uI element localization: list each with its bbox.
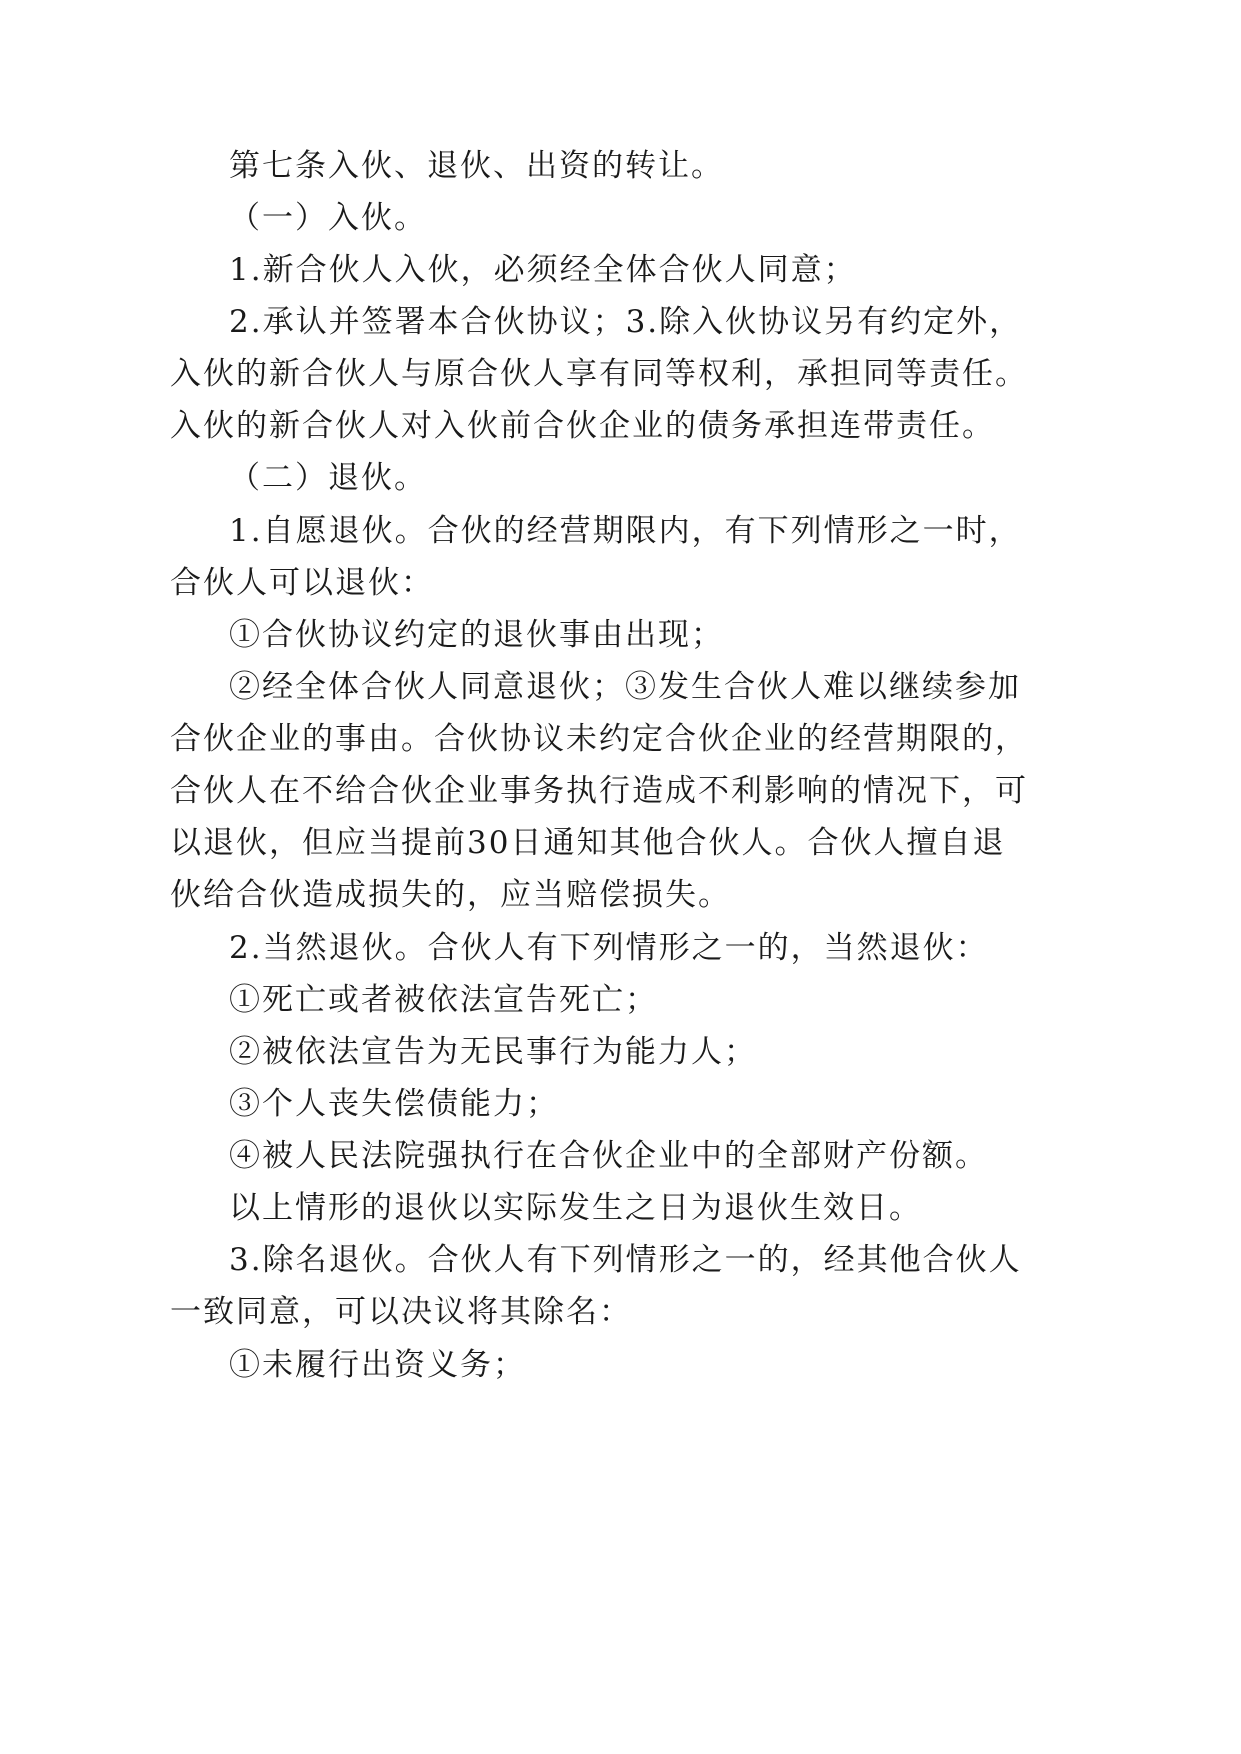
paragraph-line: 入伙的新合伙人对入伙前合伙企业的债务承担连带责任。	[170, 408, 995, 444]
section-2-heading: （二）退伙。	[229, 460, 427, 496]
list-item: ②被依法宣告为无民事行为能力人；	[229, 1034, 757, 1070]
paragraph-line: 以退伙，但应当提前30日通知其他合伙人。合伙人擅自退	[170, 825, 1006, 861]
paragraph-line: 1.新合伙人入伙，必须经全体合伙人同意；	[229, 252, 857, 288]
paragraph-line: 2.当然退伙。合伙人有下列情形之一的，当然退伙：	[229, 930, 989, 966]
paragraph-line: 2.承认并签署本合伙协议；3.除入伙协议另有约定外，	[229, 304, 1023, 340]
list-item: ①未履行出资义务；	[229, 1347, 526, 1383]
paragraph-line: 3.除名退伙。合伙人有下列情形之一的，经其他合伙人	[229, 1242, 1022, 1278]
list-item: ③个人丧失偿债能力；	[229, 1086, 559, 1122]
paragraph-line: 合伙企业的事由。合伙协议未约定合伙企业的经营期限的，	[170, 721, 1028, 757]
article-7-heading: 第七条入伙、退伙、出资的转让。	[229, 148, 724, 184]
list-item: ②经全体合伙人同意退伙；③发生合伙人难以继续参加	[229, 669, 1021, 705]
paragraph-line: 合伙人在不给合伙企业事务执行造成不利影响的情况下，可	[170, 773, 1028, 809]
section-1-heading: （一）入伙。	[229, 200, 427, 236]
list-item: ①死亡或者被依法宣告死亡；	[229, 982, 658, 1018]
paragraph-line: 合伙人可以退伙：	[170, 565, 434, 601]
list-item: ①合伙协议约定的退伙事由出现；	[229, 617, 724, 653]
list-item: ④被人民法院强执行在合伙企业中的全部财产份额。	[229, 1138, 988, 1174]
paragraph-line: 入伙的新合伙人与原合伙人享有同等权利，承担同等责任。	[170, 356, 1028, 392]
paragraph-line: 一致同意，可以决议将其除名：	[170, 1294, 632, 1330]
paragraph-line: 以上情形的退伙以实际发生之日为退伙生效日。	[229, 1190, 922, 1226]
paragraph-line: 伙给合伙造成损失的，应当赔偿损失。	[170, 877, 731, 913]
paragraph-line: 1.自愿退伙。合伙的经营期限内，有下列情形之一时，	[229, 513, 1022, 549]
